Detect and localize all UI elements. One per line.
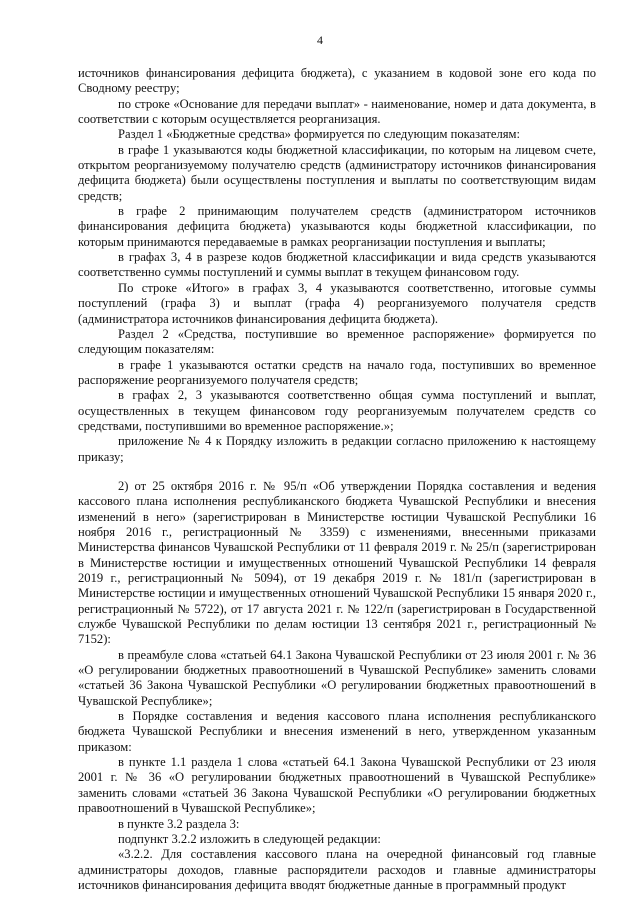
- paragraph: в Порядке составления и ведения кассового плана исполнения республиканского бюджета Чувашской Республики и внесения изменений в него, утвержденном указанным приказом:: [78, 709, 596, 754]
- paragraph: в графе 2 принимающим получателем средств (администратором источников финансирования дефицита бюджета) указываются коды бюджетной классификации, по которым принимаются передаваемые в рамках реорганизации поступления и выплаты;: [78, 204, 596, 249]
- paragraph: По строке «Итого» в графах 3, 4 указываются соответственно, итоговые суммы поступлений (графа 3) и выплат (графа 4) реорганизуемого получателя средств (администратора источников финансирования дефицита бюджета).: [78, 280, 596, 326]
- paragraph: в пункте 3.2 раздела 3:: [118, 816, 240, 831]
- document-body: [78, 66, 596, 893]
- paragraph: Раздел 2 «Средства, поступившие во временное распоряжение» формируется по следующим показателям:: [78, 326, 596, 357]
- paragraph: в преамбуле слова «статьей 64.1 Закона Чувашской Республики от 23 июля 2001 г. № 36 «О регулировании бюджетных правоотношений в Чувашской Республике» заменить словами «статьей 36 Закона Чувашской Республики «О регулировании бюджетных правоотношений в Чувашской Республике»;: [78, 647, 596, 708]
- paragraph: 2) от 25 октября 2016 г. № 95/п «Об утверждении Порядка составления и ведения кассового плана исполнения республиканского бюджета Чувашской Республики и внесения изменений в него» (зарегистрирован в Министерстве юстиции Чувашской Республики 16 ноября 2016 г., регистрационный № 3359) с изменениями, внесенными приказами Министерства финансов Чувашской Республики от 11 февраля 2019 г. № 25/п (зарегистрирован в Министерстве юстиции и имущественных отношений Чувашской Республики 14 февраля 2019 г., регистрационный № 5094), от 19 декабря 2019 г. № 181/п (зарегистрирован в Министерстве юстиции и имущественных отношений Чувашской Республики 15 января 2020 г., регистрационный № 5722), от 17 августа 2021 г. № 122/п (зарегистрирован в Государственной службе Чувашской Республики по делам юстиции 13 сентября 2021 г., регистрационный № 7152):: [78, 478, 596, 647]
- paragraph: Раздел 1 «Бюджетные средства» формируется по следующим показателям:: [118, 127, 521, 142]
- paragraph: подпункт 3.2.2 изложить в следующей редакции:: [118, 831, 381, 846]
- paragraph: по строке «Основание для передачи выплат» - наименование, номер и дата документа, в соответствии с которым осуществляется реорганизация.: [78, 96, 596, 127]
- paragraph: «3.2.2. Для составления кассового плана на очередной финансовый год главные администраторы доходов, главные распорядители расходов и главные администраторы источников финансирования дефицита вводят бюджетные данные в программный продукт: [78, 847, 596, 892]
- paragraph: в графах 3, 4 в разрезе кодов бюджетной классификации и вида средств указываются соответственно суммы поступлений и суммы выплат в текущем финансовом году.: [78, 250, 596, 280]
- paragraph: в пункте 1.1 раздела 1 слова «статьей 64.1 Закона Чувашской Республики от 23 июля 2001 г. № 36 «О регулировании бюджетных правоотношений в Чувашской Республике» заменить словами «статьей 36 Закона Чувашской Республики «О регулировании бюджетных правоотношений в Чувашской Республике»;: [78, 755, 596, 816]
- paragraph: приложение № 4 к Порядку изложить в редакции согласно приложению к настоящему приказу;: [78, 434, 596, 464]
- paragraph: в графах 2, 3 указываются соответственно общая сумма поступлений и выплат, осуществленных в текущем финансовом году реорганизуемым получателем средств со средствами, поступившими во временное распоряжение.»;: [78, 388, 596, 433]
- page-number: 4: [317, 33, 323, 47]
- paragraph: источников финансирования дефицита бюджета), с указанием в кодовой зоне его кода по Сводному реестру;: [78, 66, 596, 96]
- paragraph-gap: [78, 465, 596, 479]
- paragraph: в графе 1 указываются остатки средств на начало года, поступивших во временное распоряжение реорганизуемого получателя средств;: [78, 357, 596, 387]
- paragraph: в графе 1 указываются коды бюджетной классификации, по которым на лицевом счете, открытом реорганизуемому получателю средств (администратору источников финансирования дефицита бюджета) были осуществлены поступления и выплаты по соответствующим видам средств;: [78, 142, 596, 203]
